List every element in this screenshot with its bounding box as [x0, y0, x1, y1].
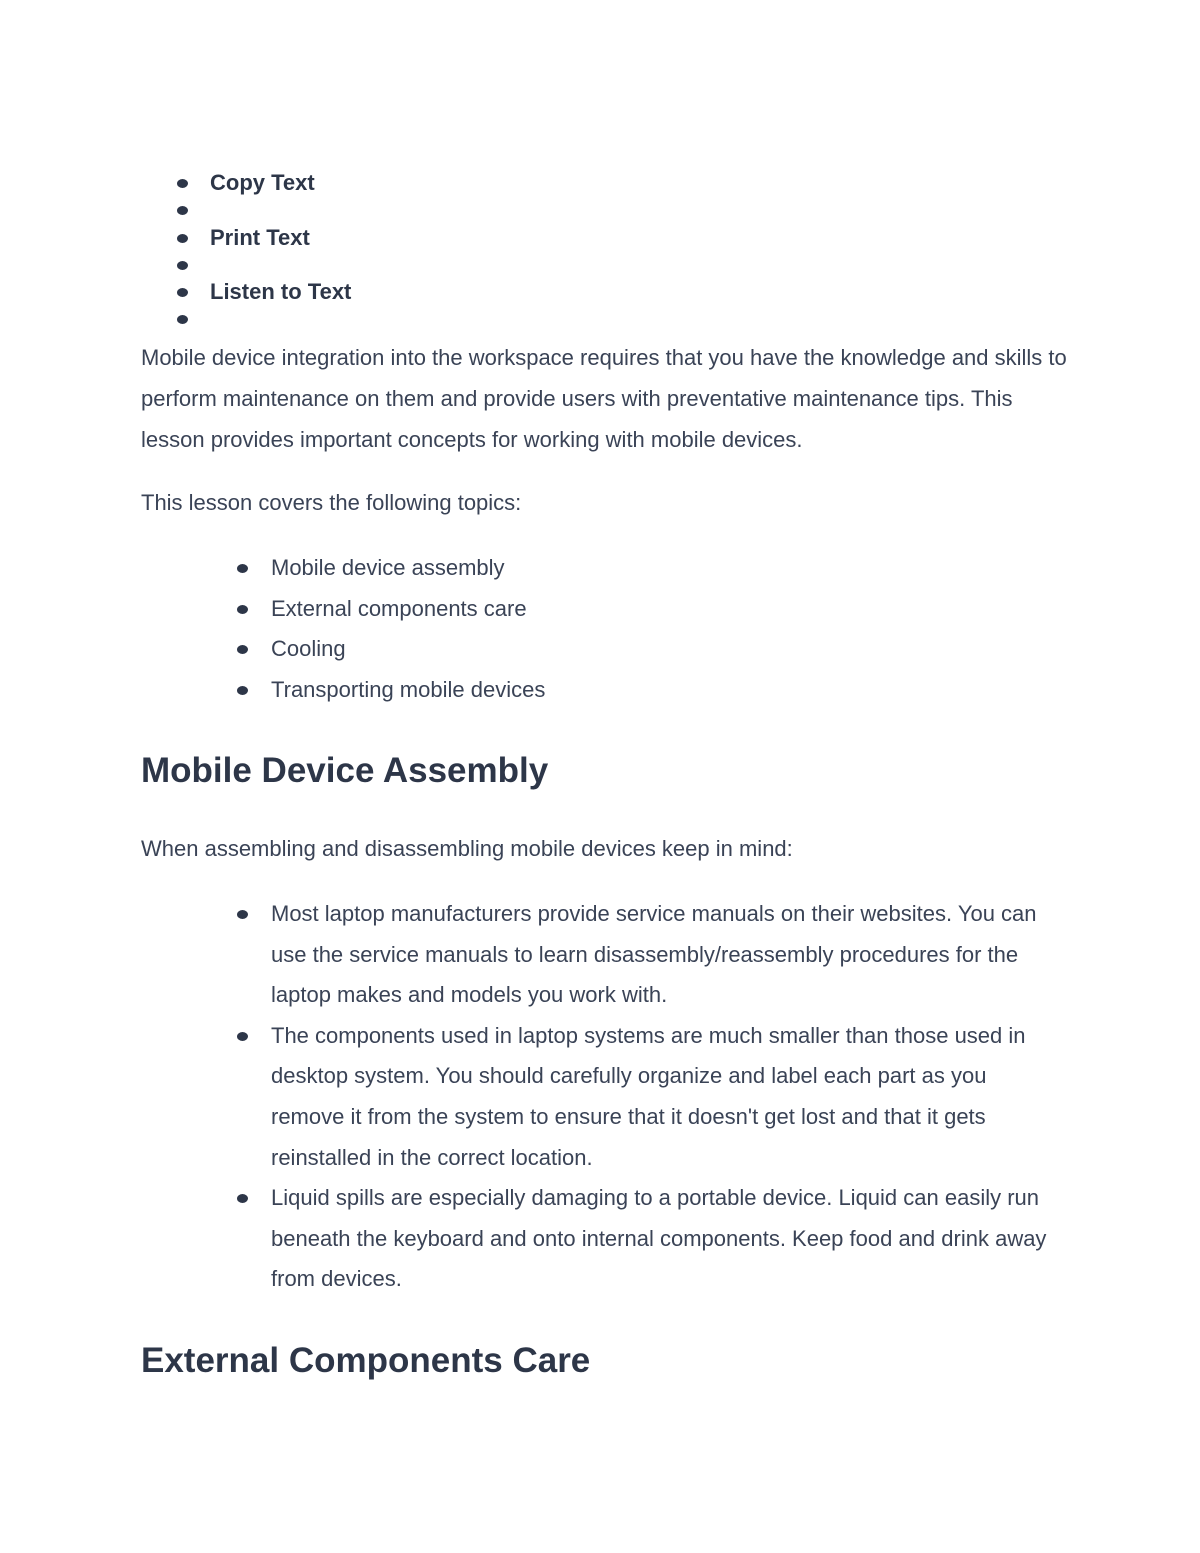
topic-text: External components care	[271, 595, 527, 621]
topics-intro: This lesson covers the following topics:	[141, 490, 522, 515]
bullet-icon	[237, 605, 248, 614]
section-heading-external: External Components Care	[141, 1341, 591, 1380]
list-item	[0, 1178, 1061, 1300]
bullet-icon	[237, 1194, 248, 1203]
bullet-icon	[237, 910, 248, 919]
topic-text: Cooling	[271, 636, 346, 662]
bullet-icon	[177, 234, 188, 243]
assembly-point-text: Liquid spills are especially damaging to a portable device. Liquid can easily run beneath the keyboard and onto internal components. Keep food and drink away from devices.	[271, 1185, 1047, 1292]
bullet-icon	[237, 645, 248, 654]
list-item	[0, 1016, 1061, 1178]
copy-text-link[interactable]: Copy Text	[210, 170, 315, 195]
bullet-icon	[237, 686, 248, 695]
list-item	[0, 629, 1061, 670]
bullet-icon	[237, 1032, 248, 1041]
topics-list	[0, 548, 1061, 710]
bullet-icon	[177, 315, 188, 324]
list-item	[0, 670, 1061, 711]
assembly-intro: When assembling and disassembling mobile devices keep in mind:	[141, 836, 793, 861]
assembly-point-text: The components used in laptop systems are much smaller than those used in desktop system. You should carefully organize and label each part as you remove it from the system to ensure that it doesn't get lost and that it gets reinstalled in the correct location.	[271, 1022, 1026, 1170]
assembly-point-text: Most laptop manufacturers provide service manuals on their websites. You can use the service manuals to learn disassembly/reassembly procedures for the laptop makes and models you work with.	[271, 901, 1037, 1008]
topic-text: Mobile device assembly	[271, 555, 505, 580]
list-item	[0, 589, 1061, 630]
intro-paragraph: Mobile device integration into the workspace requires that you have the knowledge and skills to perform maintenance on them and provide users with preventative maintenance tips. This lesson provides important concepts for working with mobile devices.	[141, 345, 1067, 452]
list-item	[0, 894, 1061, 1016]
section-heading-assembly: Mobile Device Assembly	[141, 751, 549, 790]
bullet-icon	[177, 288, 188, 297]
bullet-icon	[177, 179, 188, 188]
assembly-points-list	[0, 894, 1061, 1300]
listen-to-text-link[interactable]: Listen to Text	[210, 279, 352, 305]
list-item	[0, 548, 1061, 589]
topic-text: Transporting mobile devices	[271, 676, 546, 702]
bullet-icon	[177, 261, 188, 270]
print-text-link[interactable]: Print Text	[210, 224, 310, 250]
bullet-icon	[177, 206, 188, 215]
bullet-icon	[237, 564, 248, 573]
